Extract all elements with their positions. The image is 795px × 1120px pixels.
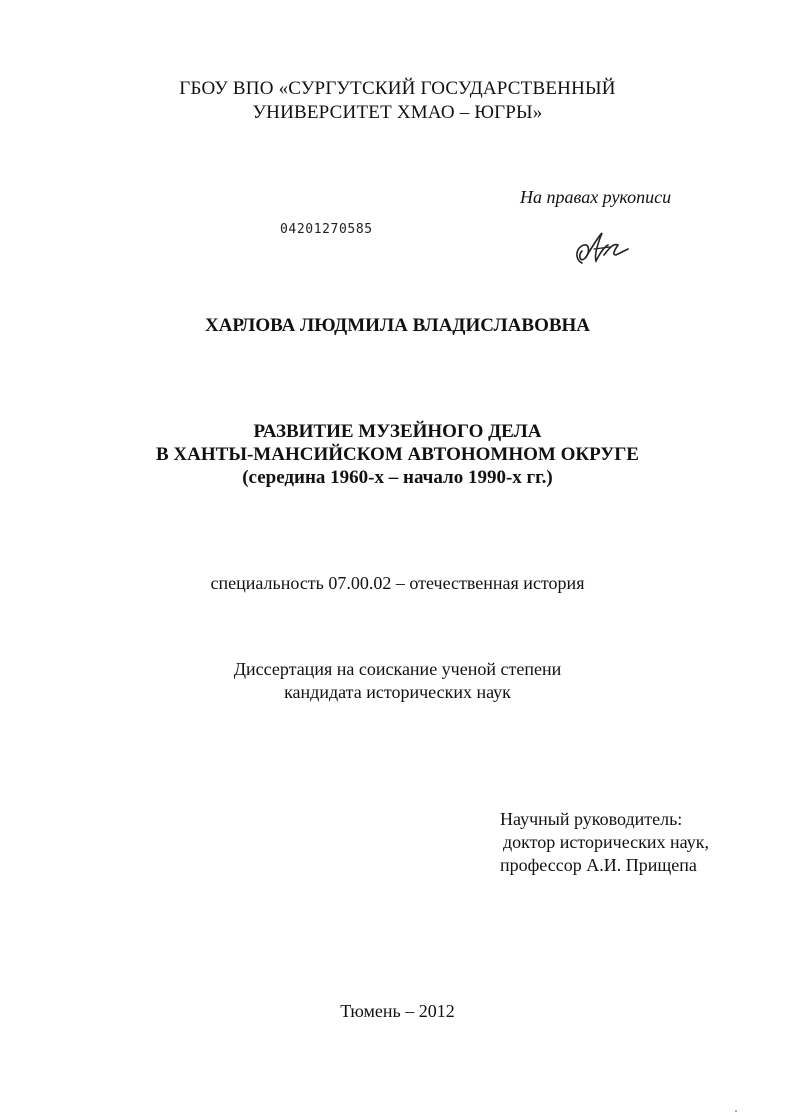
institution-line-2: УНИВЕРСИТЕТ ХМАО – ЮГРЫ» — [252, 102, 543, 123]
dissertation-title — [0, 420, 795, 489]
city-year: Тюмень – 2012 — [340, 1001, 455, 1021]
supervisor-block — [500, 808, 780, 877]
institution-line-1: ГБОУ ВПО «СУРГУТСКИЙ ГОСУДАРСТВЕННЫЙ — [179, 78, 616, 99]
author-name: ХАРЛОВА ЛЮДМИЛА ВЛАДИСЛАВОВНА — [204, 315, 591, 336]
degree-line-1: Диссертация на соискание ученой степени — [233, 659, 562, 679]
title-line-2: В ХАНТЫ-МАНСИЙСКОМ АВТОНОМНОМ ОКРУГЕ — [156, 444, 639, 465]
manuscript-note: На правах рукописи — [520, 187, 672, 207]
supervisor-name: профессор А.И. Прищепа — [500, 855, 697, 875]
title-line-1: РАЗВИТИЕ МУЗЕЙНОГО ДЕЛА — [253, 421, 542, 442]
degree-line-2: кандидата исторических наук — [284, 682, 511, 702]
scan-speck — [735, 1110, 737, 1112]
institution-block — [0, 77, 795, 125]
supervisor-degree: доктор исторических наук, — [503, 832, 709, 852]
title-line-3: (середина 1960-х – начало 1990-х гг.) — [242, 467, 553, 488]
document-number: 04201270585 — [280, 222, 373, 237]
degree-statement — [0, 658, 795, 704]
signature-image — [568, 225, 640, 271]
specialty: специальность 07.00.02 – отечественная история — [210, 573, 585, 593]
supervisor-label: Научный руководитель: — [500, 809, 683, 829]
